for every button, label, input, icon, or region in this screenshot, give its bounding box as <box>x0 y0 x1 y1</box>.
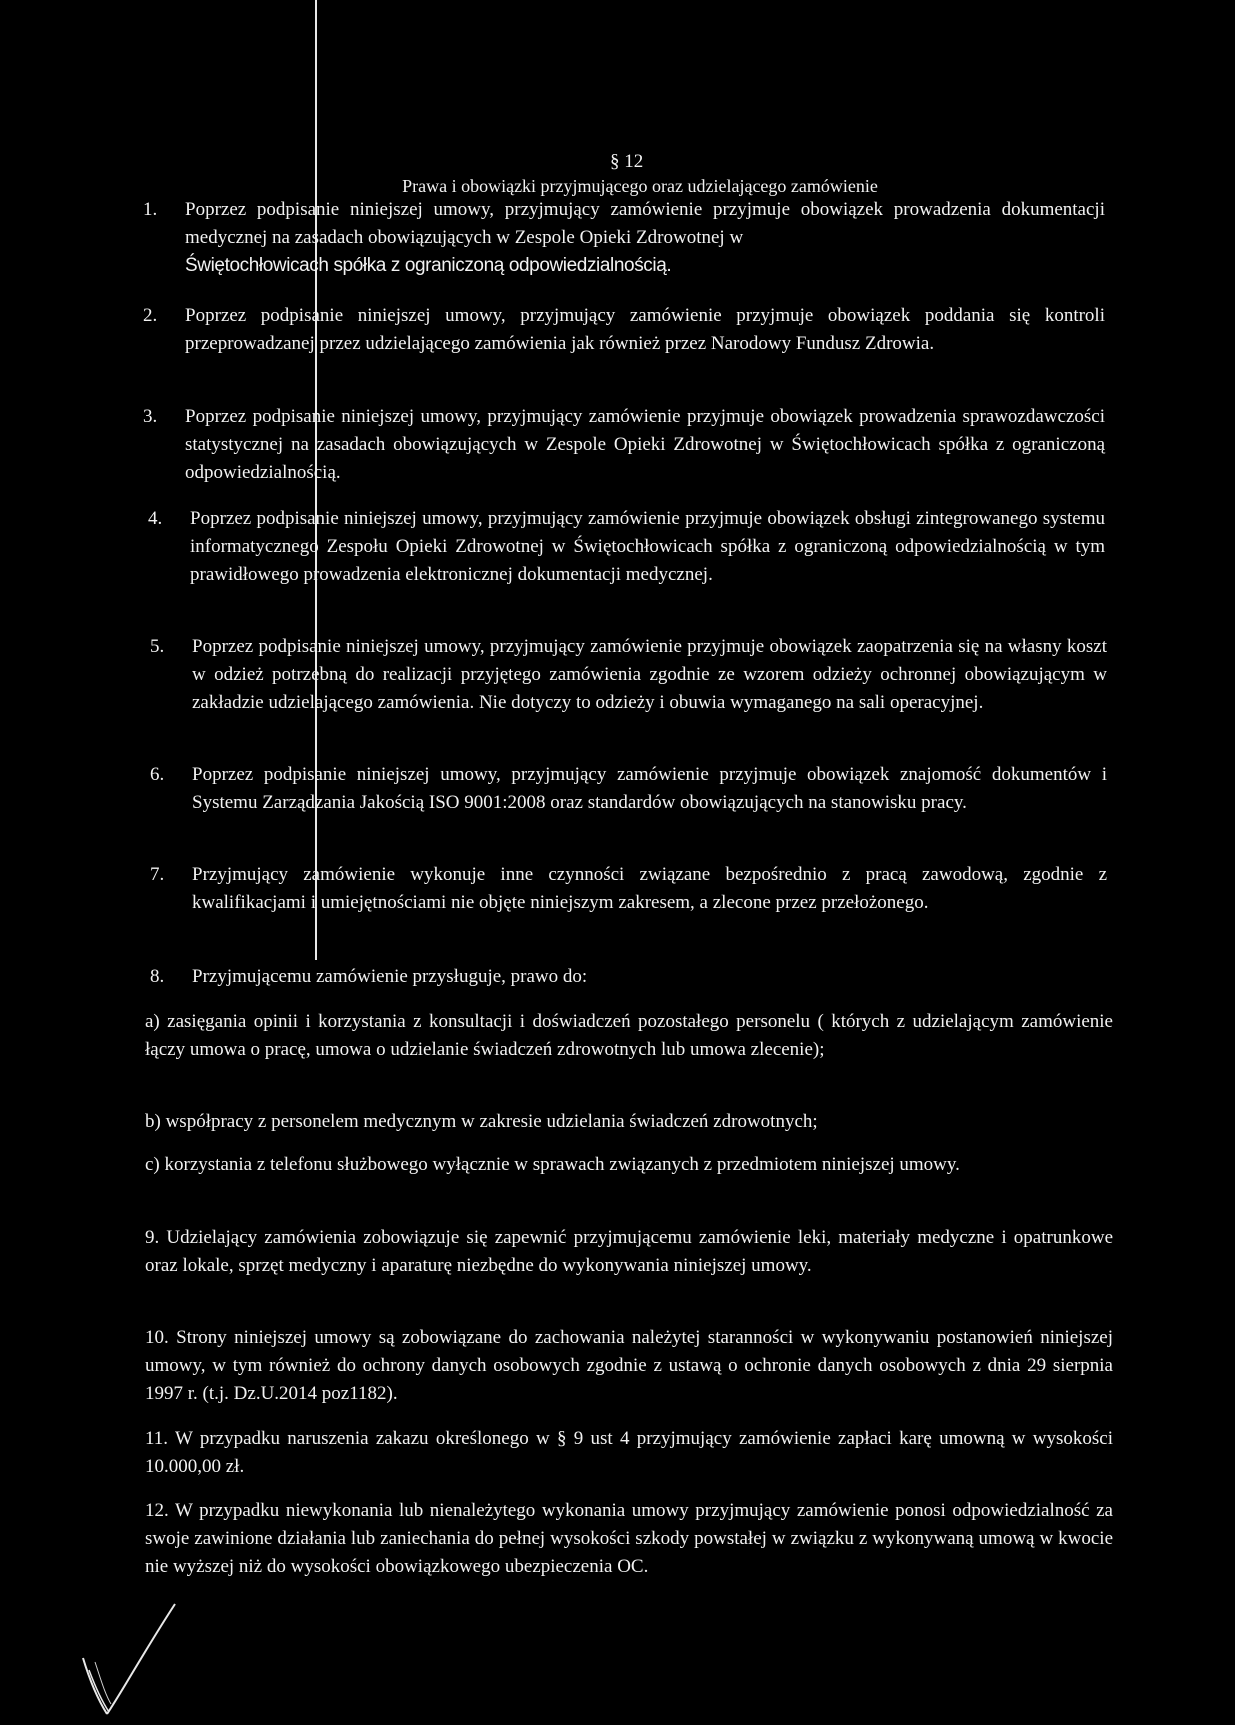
paragraph-item-11: 11. W przypadku naruszenia zakazu określonego w § 9 ust 4 przyjmujący zamówienie zapłaci karę umowną w wysokości 10.000,00 zł. <box>145 1428 1113 1477</box>
item-text: Poprzez podpisanie niniejszej umowy, przyjmujący zamówienie przyjmuje obowiązek obsługi zintegrowanego systemu informatycznego Zespołu Opieki Zdrowotnej w Świętochłowicach spółka z ograniczoną odpowiedzialnością w tym prawidłowego prowadzenia elektronicznej dokumentacji medycznej. <box>190 508 1105 585</box>
handwritten-initials-signature <box>75 1600 195 1720</box>
paragraph-item-10: 10. Strony niniejszej umowy są zobowiązane do zachowania należytej staranności w wykonywaniu postanowień niniejszej umowy, w tym również do ochrony danych osobowych zgodnie z ustawą o ochronie danych osobowych z dnia 29 sierpnia 1997 r. (t.j. Dz.U.2014 poz1182). <box>145 1327 1113 1404</box>
paragraph-item-12: 12. W przypadku niewykonania lub nienależytego wykonania umowy przyjmujący zamówienie ponosi odpowiedzialność za swoje zawinione działania lub zaniechania do pełnej wysokości szkody powstałej w związku z wykonywaną umową w kwocie nie wyższej niż do wysokości obowiązkowego ubezpieczenia OC. <box>145 1500 1113 1577</box>
subitem-b: b) współpracy z personelem medycznym w zakresie udzielania świadczeń zdrowotnych; <box>145 1111 818 1132</box>
item-number: 2. <box>143 305 158 326</box>
paragraph-item-6 <box>150 761 1107 817</box>
paragraph-item-9: 9. Udzielający zamówienia zobowiązuje się zapewnić przyjmującemu zamówienie leki, materiały medyczne i opatrunkowe oraz lokale, sprzęt medyczny i aparaturę niezbędne do wykonywania niniejszej umowy. <box>145 1227 1113 1276</box>
paragraph-item-7 <box>150 861 1107 917</box>
subitem-c: c) korzystania z telefonu służbowego wyłącznie w sprawach związanych z przedmiotem niniejszej umowy. <box>145 1154 960 1175</box>
paragraph-item-1 <box>143 196 1105 280</box>
paragraph-item-8 <box>150 963 1107 991</box>
paragraph-item-2 <box>143 302 1105 358</box>
paragraph-item-3 <box>143 403 1105 487</box>
item-number: 8. <box>150 966 165 987</box>
item-text: Poprzez podpisanie niniejszej umowy, przyjmujący zamówienie przyjmuje obowiązek prowadzenia sprawozdawczości statystycznej na zasadach obowiązujących w Zespole Opieki Zdrowotnej w Świętochłowicach spółka z ograniczoną odpowiedzialnością. <box>185 406 1105 483</box>
item-text: Poprzez podpisanie niniejszej umowy, przyjmujący zamówienie przyjmuje obowiązek znajomość dokumentów i Systemu Zarządzania Jakością ISO 9001:2008 oraz standardów obowiązujących na stanowisku pracy. <box>192 764 1107 813</box>
item-text: Poprzez podpisanie niniejszej umowy, przyjmujący zamówienie przyjmuje obowiązek zaopatrzenia się na własny koszt w odzież potrzebną do realizacji przyjętego zamówienia zgodnie ze wzorem odzieży ochronnej obowiązującym w zakładzie udzielającego zamówienia. Nie dotyczy to odzieży i obuwia wymaganego na sali operacyjnej. <box>192 636 1107 713</box>
item-text: Przyjmujący zamówienie wykonuje inne czynności związane bezpośrednio z pracą zawodową, zgodnie z kwalifikacjami i umiejętnościami nie objęte niniejszym zakresem, a zlecone przez przełożonego. <box>192 864 1107 913</box>
paragraph-item-5 <box>150 633 1107 717</box>
item-number: 7. <box>150 864 165 885</box>
subitem-a: a) zasięgania opinii i korzystania z konsultacji i doświadczeń pozostałego personelu ( których z udzielającym zamówienie łączy umowa o pracę, umowa o udzielanie świadczeń zdrowotnych lub umowa zlecenie); <box>145 1011 1113 1060</box>
section-number: § 12 <box>610 151 644 172</box>
item-number: 3. <box>143 406 158 427</box>
item-number: 5. <box>150 636 165 657</box>
section-title: Prawa i obowiązki przyjmującego oraz udzielającego zamówienie <box>402 176 878 196</box>
item-text-tail: Świętochłowicach spółka z ograniczoną odpowiedzialnością. <box>185 255 672 276</box>
paragraph-item-4 <box>148 505 1105 589</box>
item-text: Poprzez podpisanie niniejszej umowy, przyjmujący zamówienie przyjmuje obowiązek poddania się kontroli przeprowadzanej przez udzielającego zamówienia jak również przez Narodowy Fundusz Zdrowia. <box>185 305 1105 354</box>
item-number: 1. <box>143 199 158 220</box>
item-text: Poprzez podpisanie niniejszej umowy, przyjmujący zamówienie przyjmuje obowiązek prowadzenia dokumentacji medycznej na zasadach obowiązujących w Zespole Opieki Zdrowotnej w <box>185 199 1105 248</box>
item-text: Przyjmującemu zamówienie przysługuje, prawo do: <box>192 966 588 987</box>
item-number: 6. <box>150 764 165 785</box>
item-number: 4. <box>148 508 163 529</box>
